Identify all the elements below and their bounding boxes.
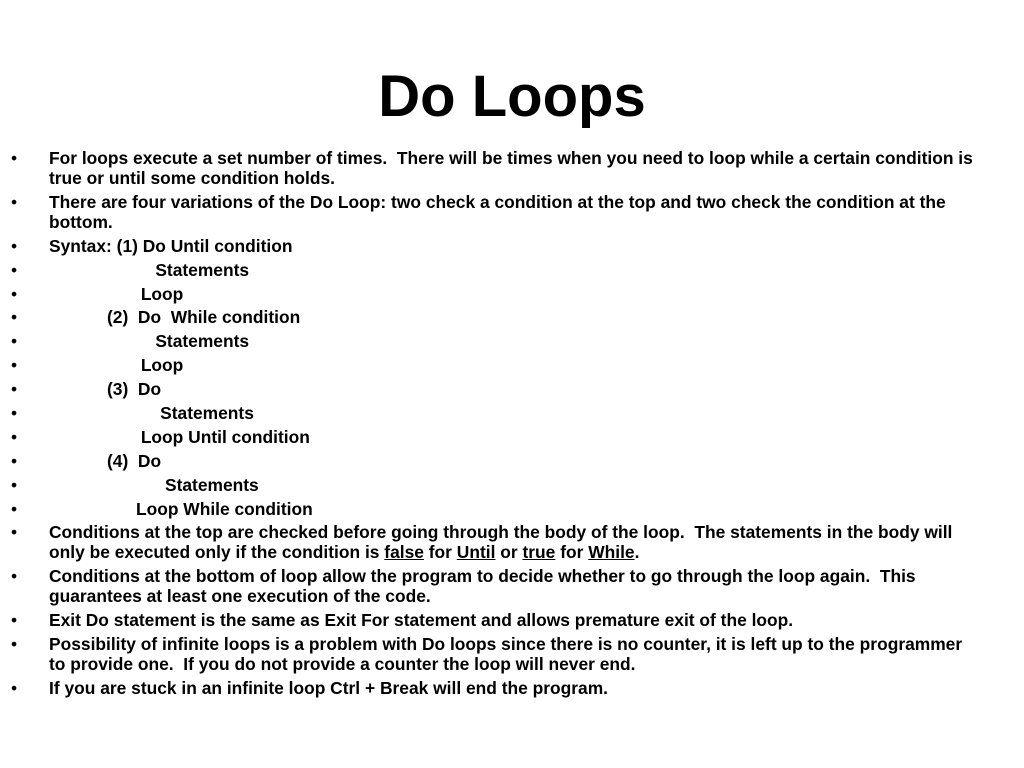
bullet-item bbox=[0, 331, 1024, 351]
bullet-dot: • bbox=[11, 566, 18, 587]
bullet-item bbox=[0, 566, 1024, 606]
bullet-text: If you are stuck in an infinite loop Ctrl + Break will end the program. bbox=[49, 678, 609, 699]
bullet-text: (4) Do bbox=[49, 450, 162, 471]
bullet-dot: • bbox=[11, 283, 18, 304]
bullet-text: Loop Until condition bbox=[49, 426, 310, 447]
bullet-item bbox=[0, 610, 1024, 630]
bullet-text: Loop While condition bbox=[49, 498, 313, 519]
bullet-item bbox=[0, 634, 1024, 674]
keyword-false: false bbox=[384, 542, 424, 563]
bullet-text-part: for bbox=[423, 542, 457, 563]
bullet-item bbox=[0, 499, 1024, 519]
slide-title: Do Loops bbox=[378, 64, 646, 129]
bullet-dot: • bbox=[11, 474, 18, 495]
bullet-dot: • bbox=[11, 522, 18, 543]
bullet-text: (2) Do While condition bbox=[49, 307, 301, 328]
bullet-text: Statements bbox=[49, 403, 254, 424]
bullet-dot: • bbox=[11, 355, 18, 376]
bullet-item bbox=[0, 307, 1024, 327]
bullet-text-part: for bbox=[555, 542, 589, 563]
bullet-dot: • bbox=[11, 450, 18, 471]
bullet-text: Loop bbox=[49, 283, 184, 304]
bullet-dot: • bbox=[11, 426, 18, 447]
bullet-text-part: or bbox=[495, 542, 523, 563]
bullet-item bbox=[0, 403, 1024, 423]
bullet-dot: • bbox=[11, 148, 18, 168]
bullet-text: Statements bbox=[49, 259, 250, 280]
bullet-dot: • bbox=[11, 634, 18, 655]
bullet-item bbox=[0, 427, 1024, 447]
bullet-item bbox=[0, 678, 1024, 698]
bullet-text: Conditions at the bottom of loop allow the program to decide whether to go through the loop again. This guarantees at least one execution of the code. bbox=[49, 566, 921, 607]
keyword-until: Until bbox=[456, 542, 496, 563]
bullet-dot: • bbox=[11, 191, 18, 212]
bullet-dot: • bbox=[11, 379, 18, 400]
bullet-list bbox=[0, 148, 1024, 702]
bullet-text: There are four variations of the Do Loop: two check a condition at the top and two check the condition at the bottom. bbox=[49, 191, 951, 232]
bullet-text: (3) Do bbox=[49, 379, 162, 400]
bullet-text: Statements bbox=[49, 474, 259, 495]
bullet-item bbox=[0, 475, 1024, 495]
keyword-true: true bbox=[522, 542, 556, 563]
bullet-text: Possibility of infinite loops is a problem with Do loops since there is no counter, it is left up to the programmer to provide one. If you do not provide a counter the loop will never end. bbox=[49, 634, 967, 675]
bullet-text: Statements bbox=[49, 331, 250, 352]
bullet-text-part: . bbox=[634, 542, 640, 563]
bullet-dot: • bbox=[11, 259, 18, 280]
bullet-text: Syntax: (1) Do Until condition bbox=[49, 235, 293, 256]
bullet-item bbox=[0, 236, 1024, 256]
bullet-item bbox=[0, 284, 1024, 304]
bullet-text: Loop bbox=[49, 355, 184, 376]
bullet-text: For loops execute a set number of times. There will be times when you need to loop while a certain condition is true or until some condition holds. bbox=[49, 148, 978, 188]
bullet-dot: • bbox=[11, 235, 18, 256]
bullet-item bbox=[0, 148, 1024, 188]
bullet-dot: • bbox=[11, 403, 18, 424]
keyword-while: While bbox=[588, 542, 635, 563]
bullet-dot: • bbox=[11, 610, 18, 631]
bullet-dot: • bbox=[11, 307, 18, 328]
bullet-text: Exit Do statement is the same as Exit For statement and allows premature exit of the loop. bbox=[49, 610, 794, 631]
bullet-text bbox=[49, 522, 957, 562]
bullet-item bbox=[0, 522, 1024, 562]
bullet-item bbox=[0, 451, 1024, 471]
bullet-text-part: Conditions at the top are checked before going through the body of the loop. The statements in the body will only be executed only if the condition is bbox=[49, 522, 958, 563]
bullet-item bbox=[0, 379, 1024, 399]
bullet-item bbox=[0, 192, 1024, 232]
bullet-dot: • bbox=[11, 678, 18, 699]
bullet-dot: • bbox=[11, 331, 18, 352]
bullet-item bbox=[0, 260, 1024, 280]
bullet-item bbox=[0, 355, 1024, 375]
bullet-dot: • bbox=[11, 498, 18, 519]
